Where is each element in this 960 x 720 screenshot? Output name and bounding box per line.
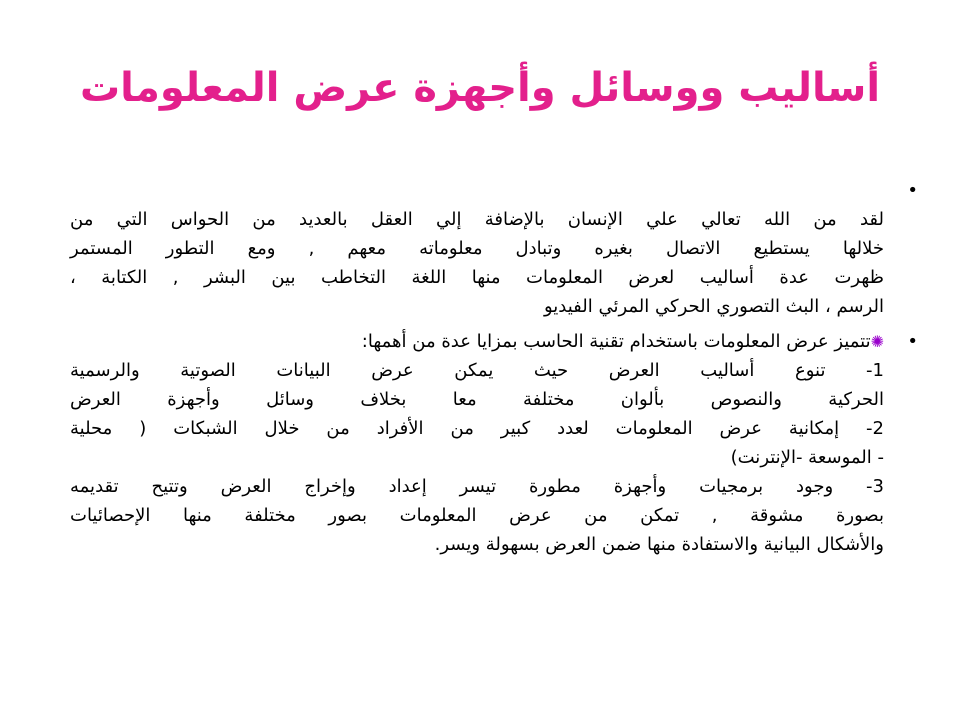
bullet-dot-icon: • [907,180,918,201]
intro-line-2: خلالها يستطيع الاتصال بغيره وتبادل معلوماته معهم , ومع التطور المستمر [70,238,884,259]
bullet-item-features [70,327,918,559]
features-line-2: الحركية والنصوص بألوان مختلفة معا بخلاف وسائل وأجهزة العرض [70,389,884,410]
features-line-3: 2- إمكانية عرض المعلومات لعدد كبير من الأفراد من خلال الشبكات ( محلية [70,418,884,439]
flower-bullet-icon: ✺ [870,332,884,351]
intro-line-4: الرسم ، البث التصوري الحركي المرئي الفيديو [543,296,884,317]
features-line-5: 3- وجود برمجيات وأجهزة مطورة تيسر إعداد وإخراج العرض وتتيح تقديمه [70,476,884,497]
bullet-dot-icon: • [907,331,918,352]
features-line-6: بصورة مشوقة , تمكن من عرض المعلومات بصور مختلفة منها الإحصائيات [70,505,884,526]
intro-line-3: ظهرت عدة أساليب لعرض المعلومات منها اللغة التخاطب بين البشر , الكتابة ، [70,267,884,288]
slide-title: أساليب ووسائل وأجهزة عرض المعلومات [79,65,881,111]
intro-line-1: لقد من الله تعالي علي الإنسان بالإضافة إلي العقل بالعديد من الحواس التي من [70,209,884,230]
features-line-4: - الموسعة -الإنترنت) [730,447,884,468]
slide-body [70,176,918,559]
intro-empty-line [70,176,884,205]
features-line-7: والأشكال البيانية والاستفادة منها ضمن العرض بسهولة ويسر. [434,534,884,555]
features-heading: تتميز عرض المعلومات باستخدام تقنية الحاسب بمزايا عدة من أهمها: [361,331,871,352]
features-heading-line [70,327,884,356]
bullet-item-intro [70,176,918,321]
features-line-1: 1- تنوع أساليب العرض حيث يمكن عرض البيانات الصوتية والرسمية [70,360,884,381]
